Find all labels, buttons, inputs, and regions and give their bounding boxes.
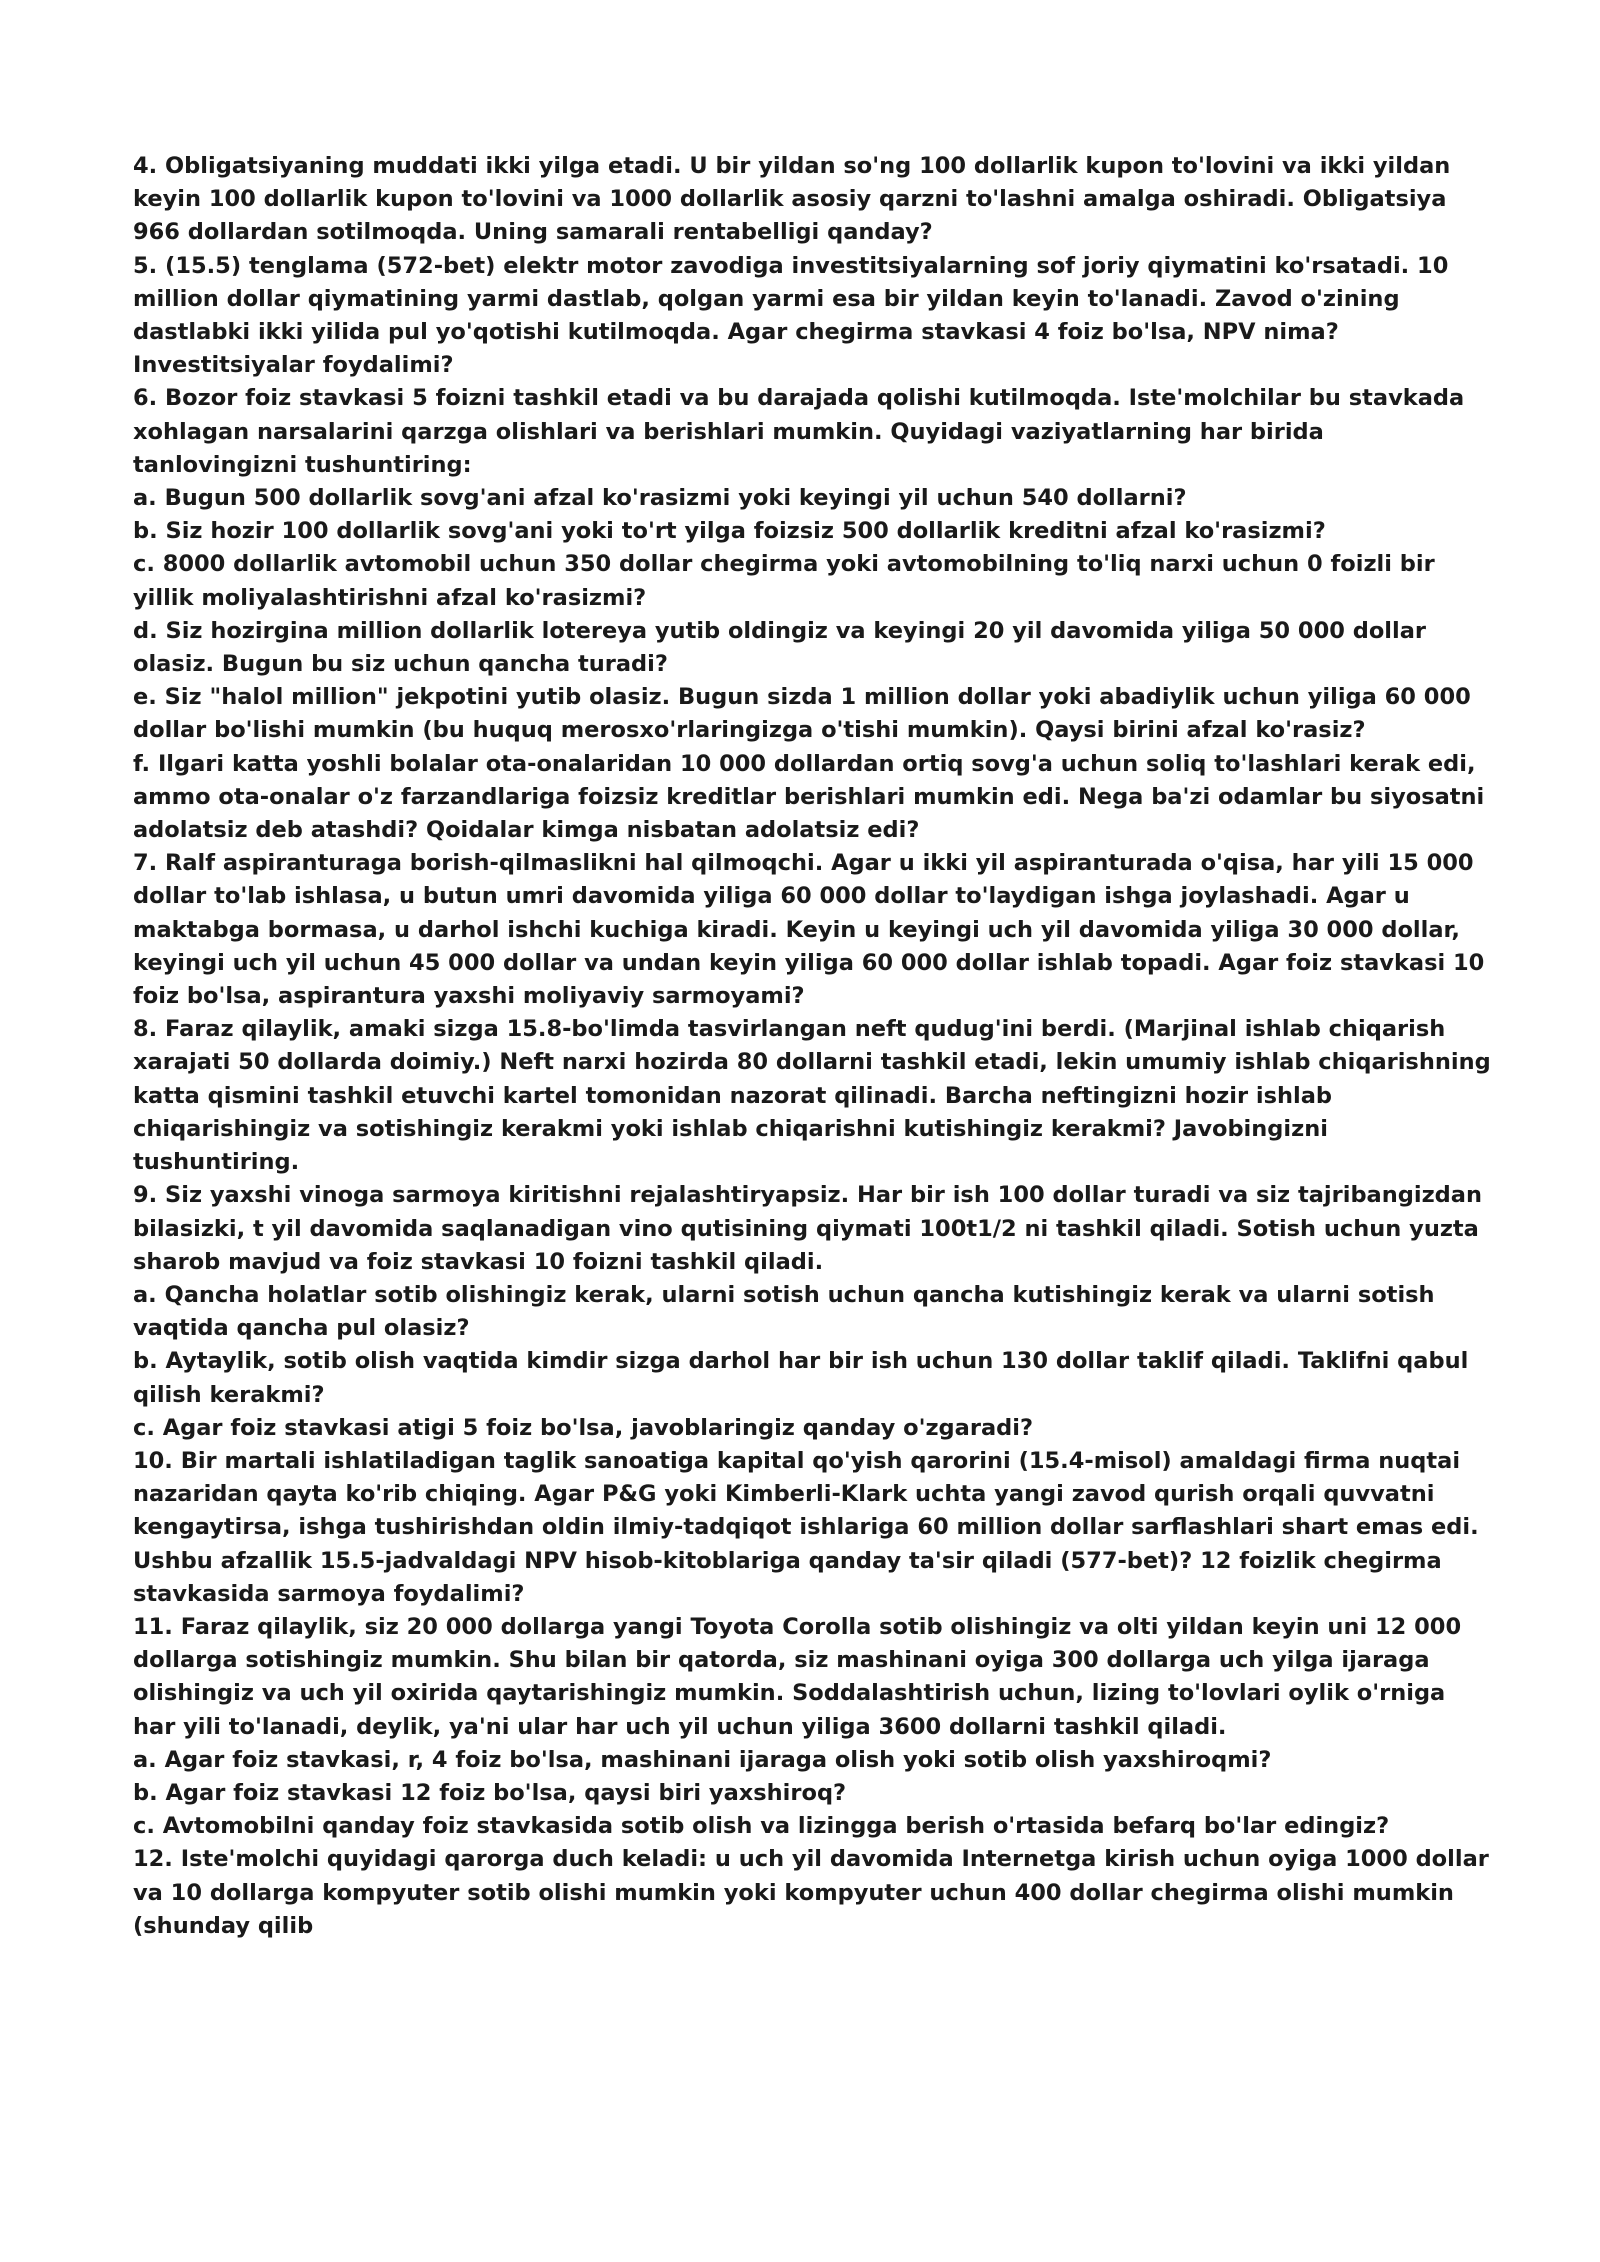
question-11: 11. Faraz qilaylik, siz 20 000 dollarga yangi Toyota Corolla sotib olishingiz va olti yildan keyin uni 12 000 dollarga sotishingiz mumkin. Shu bilan bir qatorda, siz mashinani oyiga 300 dollarga uch yilga ijaraga olishingiz va uch yil oxirida qaytarishingiz mumkin. Soddalashtirish uchun, lizing to'lovlari oylik o'rniga har yili to'lanadi, deylik, ya'ni ular har uch yil uchun yiliga 3600 dollarni tashkil qiladi. bbox=[133, 1613, 1462, 1740]
question-6c: c. 8000 dollarlik avtomobil uchun 350 dollar chegirma yoki avtomobilning to'liq narxi uchun 0 foizli bir yillik moliyalashtirishni afzal ko'rasizmi? bbox=[133, 551, 1435, 611]
question-12: 12. Iste'molchi quyidagi qarorga duch keladi: u uch yil davomida Internetga kirish uchun oyiga 1000 dollar va 10 dollarga kompyuter sotib olishi mumkin yoki kompyuter uchun 400 dollar chegirma olishi mumkin (shunday qilib bbox=[133, 1846, 1489, 1939]
question-8: 8. Faraz qilaylik, amaki sizga 15.8-bo'limda tasvirlangan neft qudug'ini berdi. (Marjinal ishlab chiqarish xarajati 50 dollarda doimiy.) Neft narxi hozirda 80 dollarni tashkil etadi, lekin umumiy ishlab chiqarishning katta qismini tashkil etuvchi kartel tomonidan nazorat qilinadi. Barcha neftingizni hozir ishlab chiqarishingiz va sotishingiz kerakmi yoki ishlab chiqarishni kutishingiz kerakmi? Javobingizni tushuntiring. bbox=[133, 1016, 1491, 1176]
question-7: 7. Ralf aspiranturaga borish-qilmaslikni hal qilmoqchi. Agar u ikki yil aspiranturada o'qisa, har yili 15 000 dollar to'lab ishlasa, u butun umri davomida yiliga 60 000 dollar to'laydigan ishga joylashadi. Agar u maktabga bormasa, u darhol ishchi kuchiga kiradi. Keyin u keyingi uch yil davomida yiliga 30 000 dollar, keyingi uch yil uchun 45 000 dollar va undan keyin yiliga 60 000 dollar ishlab topadi. Agar foiz stavkasi 10 foiz bo'lsa, aspirantura yaxshi moliyaviy sarmoyami? bbox=[133, 850, 1485, 1010]
question-6a: a. Bugun 500 dollarlik sovg'ani afzal ko'rasizmi yoki keyingi yil uchun 540 dollarni? bbox=[133, 485, 1187, 512]
question-6: 6. Bozor foiz stavkasi 5 foizni tashkil etadi va bu darajada qolishi kutilmoqda. Iste'molchilar bu stavkada xohlagan narsalarini qarzga olishlari va berishlari mumkin. Quyidagi vaziyatlarning har birida tanlovingizni tushuntiring: bbox=[133, 385, 1465, 478]
question-6b: b. Siz hozir 100 dollarlik sovg'ani yoki to'rt yilga foizsiz 500 dollarlik kreditni afzal ko'rasizmi? bbox=[133, 518, 1326, 545]
question-9b: b. Aytaylik, sotib olish vaqtida kimdir sizga darhol har bir ish uchun 130 dollar taklif qiladi. Taklifni qabul qilish kerakmi? bbox=[133, 1348, 1469, 1408]
question-9: 9. Siz yaxshi vinoga sarmoya kiritishni rejalashtiryapsiz. Har bir ish 100 dollar turadi va siz tajribangizdan bilasizki, t yil davomida saqlanadigan vino qutisining qiymati 100t1/2 ni tashkil qiladi. Sotish uchun yuzta sharob mavjud va foiz stavkasi 10 foizni tashkil qiladi. bbox=[133, 1182, 1482, 1275]
question-4: 4. Obligatsiyaning muddati ikki yilga etadi. U bir yildan so'ng 100 dollarlik kupon to'lovini va ikki yildan keyin 100 dollarlik kupon to'lovini va 1000 dollarlik asosiy qarzni to'lashni amalga oshiradi. Obligatsiya 966 dollardan sotilmoqda. Uning samarali rentabelligi qanday? bbox=[133, 153, 1451, 246]
question-6d: d. Siz hozirgina million dollarlik lotereya yutib oldingiz va keyingi 20 yil davomida yiliga 50 000 dollar olasiz. Bugun bu siz uchun qancha turadi? bbox=[133, 617, 1426, 678]
question-10: 10. Bir martali ishlatiladigan taglik sanoatiga kapital qo'yish qarorini (15.4-misol) amaldagi firma nuqtai nazaridan qayta ko'rib chiqing. Agar P&G yoki Kimberli-Klark uchta yangi zavod qurish orqali quvvatni kengaytirsa, ishga tushirishdan oldin ilmiy-tadqiqot ishlariga 60 million dollar sarflashlari shart emas edi. Ushbu afzallik 15.5-jadvaldagi NPV hisob-kitoblariga qanday ta'sir qiladi (577-bet)? 12 foizlik chegirma stavkasida sarmoya foydalimi? bbox=[133, 1447, 1479, 1607]
question-11b: b. Agar foiz stavkasi 12 foiz bo'lsa, qaysi biri yaxshiroq? bbox=[133, 1779, 847, 1806]
question-5: 5. (15.5) tenglama (572-bet) elektr motor zavodiga investitsiyalarning sof joriy qiymatini ko'rsatadi. 10 million dollar qiymatining yarmi dastlab, qolgan yarmi esa bir yildan keyin to'lanadi. Zavod o'zining dastlabki ikki yilida pul yo'qotishi kutilmoqda. Agar chegirma stavkasi 4 foiz bo'lsa, NPV nima? Investitsiyalar foydalimi? bbox=[133, 252, 1449, 379]
question-9c: c. Agar foiz stavkasi atigi 5 foiz bo'lsa, javoblaringiz qanday o'zgaradi? bbox=[133, 1414, 1033, 1441]
question-6f: f. Ilgari katta yoshli bolalar ota-onalaridan 10 000 dollardan ortiq sovg'a uchun soliq to'lashlari kerak edi, ammo ota-onalar o'z farzandlariga foizsiz kreditlar berishlari mumkin edi. Nega ba'zi odamlar bu siyosatni adolatsiz deb atashdi? Qoidalar kimga nisbatan adolatsiz edi? bbox=[133, 750, 1485, 844]
question-11c: c. Avtomobilni qanday foiz stavkasida sotib olish va lizingga berish o'rtasida befarq bo'lar edingiz? bbox=[133, 1813, 1390, 1840]
question-6e: e. Siz "halol million" jekpotini yutib olasiz. Bugun sizda 1 million dollar yoki abadiylik uchun yiliga 60 000 dollar bo'lishi mumkin (bu huquq merosxo'rlaringizga o'tishi mumkin). Qaysi birini afzal ko'rasiz? bbox=[133, 684, 1471, 744]
document-page bbox=[133, 150, 1493, 1943]
question-9a: a. Qancha holatlar sotib olishingiz kerak, ularni sotish uchun qancha kutishingiz kerak va ularni sotish vaqtida qancha pul olasiz? bbox=[133, 1281, 1435, 1342]
question-11a: a. Agar foiz stavkasi, r, 4 foiz bo'lsa, mashinani ijaraga olish yoki sotib olish yaxshiroqmi? bbox=[133, 1746, 1272, 1773]
